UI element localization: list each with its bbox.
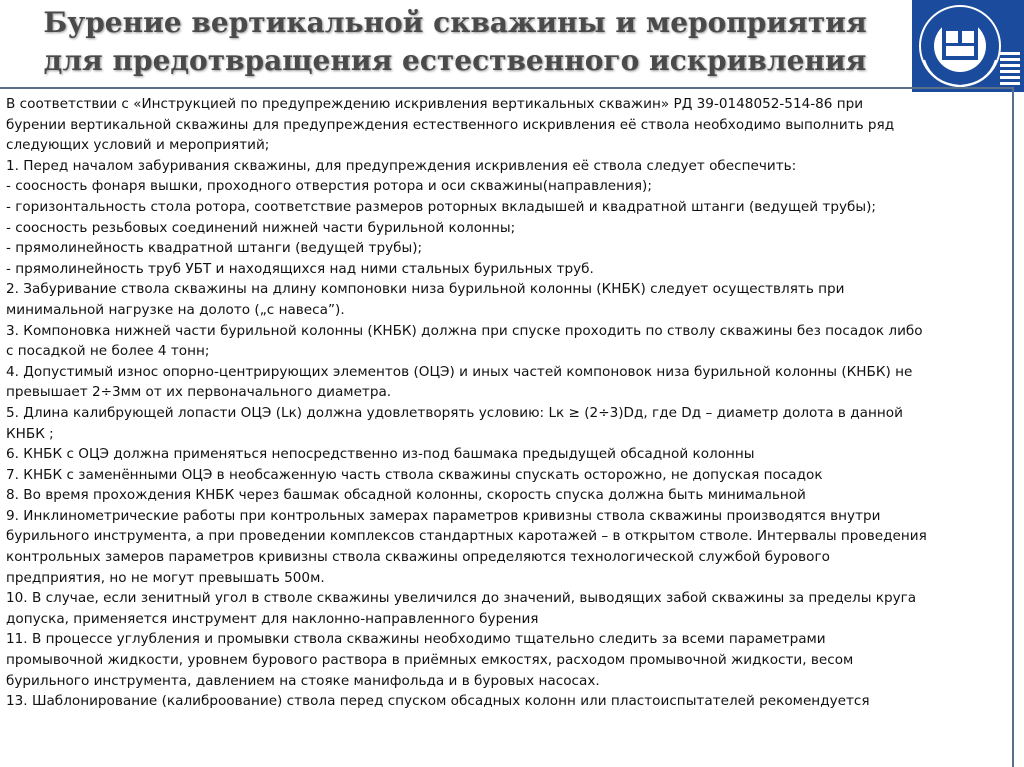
text-line: 1. Перед началом забуривания скважины, для предупреждения искривления её ствола следует обеспечить: xyxy=(6,157,797,174)
text-line: 10. В случае, если зенитный угол в стволе скважины увеличился до значений, выводящих забой скважины за пределы круга xyxy=(6,590,917,607)
title-line-2: для предотвращения естественного искривления xyxy=(43,44,867,77)
text-line: следующих условий и мероприятий; xyxy=(6,137,270,154)
title-line-1: Бурение вертикальной скважины и мероприятия xyxy=(43,6,867,39)
university-logo xyxy=(912,0,1024,92)
text-line: 13. Шаблонирование (калиброование) ствола перед спуском обсадных колонн или пластоиспытателей рекомендуется xyxy=(6,693,870,710)
text-line: 6. КНБК с ОЦЭ должна применяться непосредственно из-под башмака предыдущей обсадной колонны xyxy=(6,446,755,463)
text-line: превышает 2÷3мм от их первоначального диаметра. xyxy=(6,384,392,401)
text-line: минимальной нагрузке на долото („с навеса”). xyxy=(6,301,345,318)
text-line: КНБК ; xyxy=(6,425,54,442)
text-line: 5. Длина калибрующей лопасти ОЦЭ (Lк) должна удовлетворять условию: Lк ≥ (2÷3)Dд, где Dд – диаметр долота в данной xyxy=(6,404,903,421)
text-line: бурении вертикальной скважины для предупреждения естественного искривления её ствола необходимо выполнить ряд xyxy=(6,116,895,133)
text-line: 8. Во время прохождения КНБК через башмак обсадной колонны, скорость спуска должна быть минимальной xyxy=(6,487,806,504)
text-line: промывочной жидкости, уровнем бурового раствора в приёмных емкостях, расходом промывочной жидкости, весом xyxy=(6,652,854,669)
text-line: - соосность фонаря вышки, проходного отверстия ротора и оси скважины(направления); xyxy=(6,178,652,195)
slide-title xyxy=(0,0,910,92)
text-line: - горизонтальность стола ротора, соответствие размеров роторных вкладышей и квадратной штанги (ведущей трубы); xyxy=(6,198,876,215)
text-line: контрольных замеров параметров кривизны ствола скважины определяются технологической службой бурового xyxy=(6,549,830,566)
text-line: - прямолинейность труб УБТ и находящихся над ними стальных бурильных труб. xyxy=(6,260,594,277)
text-line: В соответствии с «Инструкцией по предупреждению искривления вертикальных скважин» РД 39-0148052-514-86 при xyxy=(6,96,864,112)
slide-body xyxy=(6,94,1006,712)
text-line: бурильного инструмента, а при проведении комплексов стандартных каротажей – в открытом стволе. Интервалы проведения xyxy=(6,528,927,545)
text-line: - соосность резьбовых соединений нижней части бурильной колонны; xyxy=(6,219,516,236)
text-line: 3. Компоновка нижней части бурильной колонны (КНБК) должна при спуске проходить по стволу скважины без посадок либо xyxy=(6,322,923,339)
text-line: 7. КНБК с заменёнными ОЦЭ в необсаженную часть ствола скважины спускать осторожно, не допуская посадок xyxy=(6,466,823,483)
text-line: - прямолинейность квадратной штанги (ведущей трубы); xyxy=(6,240,423,257)
text-line: бурильного инструмента, давлением на стояке манифольда и в буровых насосах. xyxy=(6,672,600,689)
text-line: 11. В процессе углубления и промывки ствола скважины необходимо тщательно следить за всеми параметрами xyxy=(6,631,826,648)
text-line: предприятия, но не могут превышать 500м. xyxy=(6,569,325,586)
text-line: 2. Забуривание ствола скважины на длину компоновки низа бурильной колонны (КНБК) следует осуществлять при xyxy=(6,281,845,298)
text-line: с посадкой не более 4 тонн; xyxy=(6,343,210,360)
logo-emblem-icon xyxy=(912,0,1024,92)
text-line: допуска, применяется инструмент для наклонно-направленного бурения xyxy=(6,610,539,627)
text-line: 9. Инклинометрические работы при контрольных замерах параметров кривизны ствола скважины производятся внутри xyxy=(6,507,881,524)
text-line: 4. Допустимый износ опорно-центрирующих элементов (ОЦЭ) и иных частей компоновок низа бурильной колонны (КНБК) не xyxy=(6,363,913,380)
